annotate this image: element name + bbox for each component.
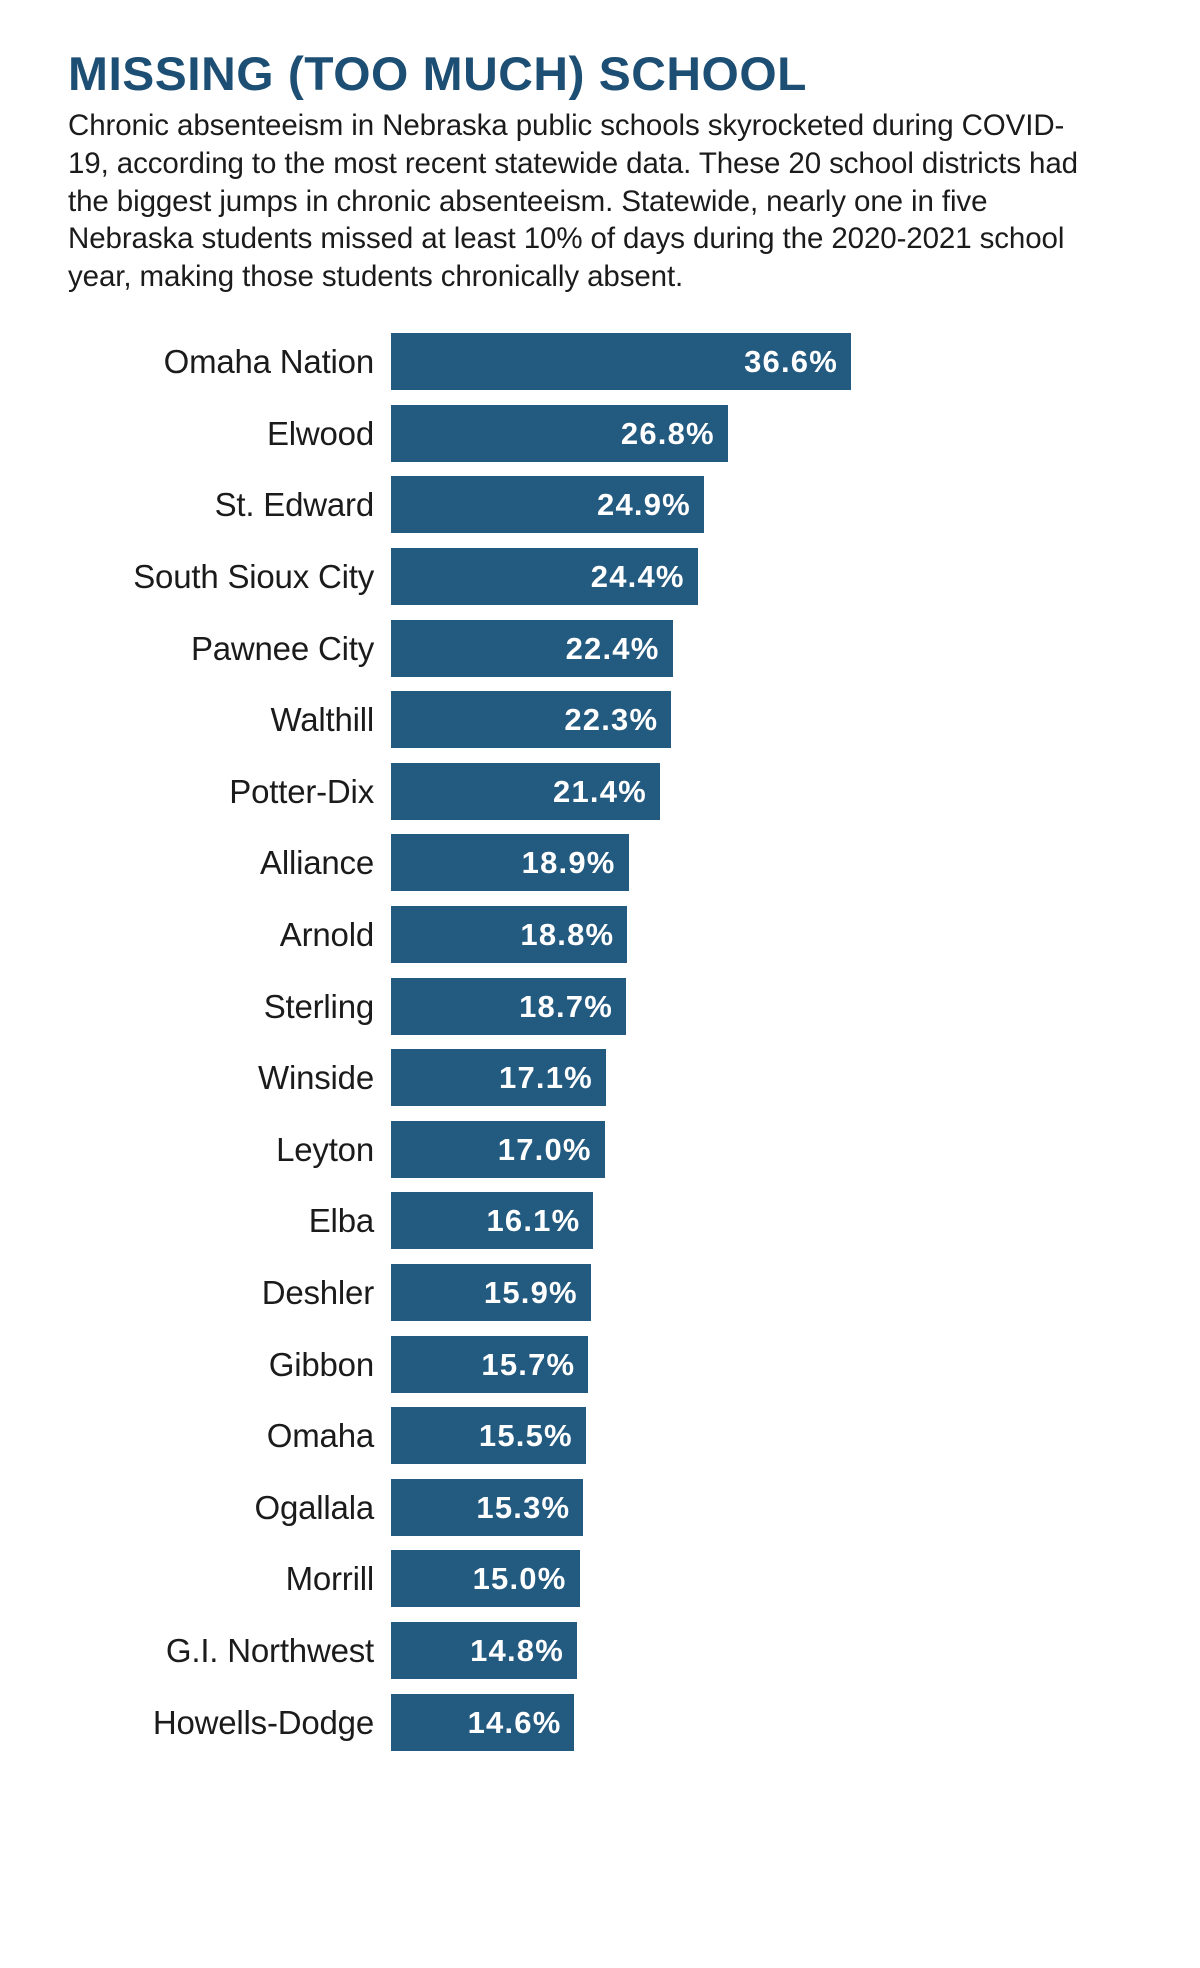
category-label: Howells-Dodge <box>152 1703 374 1741</box>
category-label: Walthill <box>270 701 374 739</box>
chart-row <box>68 1119 1140 1179</box>
bar <box>391 548 698 605</box>
chart-row <box>68 547 1140 607</box>
category-label: Potter-Dix <box>229 772 374 810</box>
chart-row <box>68 976 1140 1036</box>
bar-chart <box>68 332 1140 1752</box>
bar <box>391 1264 591 1321</box>
chart-row <box>68 833 1140 893</box>
bar <box>391 1407 586 1464</box>
bar-track <box>391 834 1140 891</box>
category-label: Omaha <box>266 1417 374 1455</box>
bar-track <box>391 1407 1140 1464</box>
chart-row <box>68 475 1140 535</box>
category-label: Alliance <box>260 844 374 882</box>
bar <box>391 1121 605 1178</box>
bar-value-label: 14.8% <box>470 1632 564 1668</box>
bar-track <box>391 1694 1140 1751</box>
chart-row <box>68 1406 1140 1466</box>
bar-value-label: 36.6% <box>744 344 838 380</box>
category-label: Deshler <box>261 1273 374 1311</box>
bar <box>391 620 673 677</box>
bar-track <box>391 1479 1140 1536</box>
bar-value-label: 26.8% <box>620 415 715 451</box>
bar-value-label: 14.6% <box>467 1704 562 1740</box>
category-label: South Sioux City <box>133 558 374 596</box>
bar-track <box>391 405 1140 462</box>
bar-track <box>391 978 1140 1035</box>
category-label: Arnold <box>279 916 374 953</box>
bar-track <box>391 1550 1140 1607</box>
category-label: Omaha Nation <box>163 343 374 381</box>
bar-track <box>391 1622 1140 1679</box>
bar-value-label: 17.1% <box>499 1060 593 1096</box>
bar <box>391 476 704 533</box>
bar-track <box>391 1049 1140 1106</box>
chart-row <box>68 761 1140 821</box>
bar-value-label: 18.8% <box>520 917 615 952</box>
bar-track <box>391 691 1140 748</box>
bar-track <box>391 763 1140 820</box>
chart-row <box>68 1262 1140 1322</box>
category-label: Leyton <box>276 1130 374 1168</box>
bar <box>391 1622 577 1679</box>
bar <box>391 1694 574 1751</box>
chart-row <box>68 1620 1140 1680</box>
bar <box>391 834 629 891</box>
bar-value-label: 22.3% <box>564 702 659 738</box>
bar-value-label: 15.3% <box>476 1489 571 1525</box>
page-title: MISSING (TOO MUCH) SCHOOL <box>68 47 807 100</box>
bar <box>391 1192 593 1249</box>
category-label: Gibbon <box>268 1345 374 1383</box>
bar-track <box>391 548 1140 605</box>
chart-row <box>68 1477 1140 1537</box>
page-subtitle: Chronic absenteeism in Nebraska public schools skyrocketed during COVID-19, according to the most recent statewide data. These 20 school districts had the biggest jumps in chronic absenteeism. Statewide, nearly one in five Nebraska students missed at least 10% of days during the 2020-2021 school year, making those students chronically absent. <box>68 109 1078 293</box>
bar-track <box>391 1121 1140 1178</box>
chart-row <box>68 618 1140 678</box>
bar-value-label: 15.5% <box>478 1418 573 1454</box>
chart-row <box>68 690 1140 750</box>
chart-row <box>68 1692 1140 1752</box>
bar <box>391 1479 583 1536</box>
chart-row <box>68 1549 1140 1609</box>
chart-row <box>68 1191 1140 1251</box>
category-label: Elba <box>308 1202 374 1240</box>
bar <box>391 691 671 748</box>
bar-value-label: 16.1% <box>486 1203 581 1239</box>
bar-value-label: 17.0% <box>497 1131 592 1167</box>
category-label: Pawnee City <box>190 629 374 667</box>
chart-row <box>68 1334 1140 1394</box>
bar-value-label: 22.4% <box>565 630 660 666</box>
bar-value-label: 15.0% <box>472 1561 567 1597</box>
category-label: G.I. Northwest <box>165 1631 374 1669</box>
bar-value-label: 24.4% <box>590 559 685 595</box>
bar-track <box>391 476 1140 533</box>
bar-value-label: 18.7% <box>519 988 614 1024</box>
category-label: Ogallala <box>254 1488 374 1526</box>
bar-track <box>391 333 1140 390</box>
category-label: Elwood <box>266 414 374 452</box>
category-label: St. Edward <box>214 486 374 524</box>
bar-track <box>391 1336 1140 1393</box>
bar-value-label: 15.7% <box>481 1346 576 1382</box>
chart-row <box>68 1048 1140 1108</box>
bar-value-label: 21.4% <box>553 773 647 809</box>
bar <box>391 906 627 963</box>
bar-track <box>391 620 1140 677</box>
bar-track <box>391 1264 1140 1321</box>
category-label: Sterling <box>263 987 374 1025</box>
bar <box>391 763 660 820</box>
bar <box>391 978 626 1035</box>
bar-value-label: 18.9% <box>521 845 616 881</box>
chart-row <box>68 905 1140 965</box>
bar <box>391 333 851 390</box>
bar <box>391 1336 588 1393</box>
chart-row <box>68 332 1140 392</box>
category-label: Morrill <box>285 1560 374 1598</box>
bar <box>391 1550 580 1607</box>
bar <box>391 1049 606 1106</box>
bar-track <box>391 906 1140 963</box>
bar-track <box>391 1192 1140 1249</box>
bar-value-label: 15.9% <box>483 1274 578 1310</box>
bar-value-label: 24.9% <box>597 487 691 523</box>
chart-row <box>68 403 1140 463</box>
bar <box>391 405 728 462</box>
category-label: Winside <box>258 1059 374 1097</box>
